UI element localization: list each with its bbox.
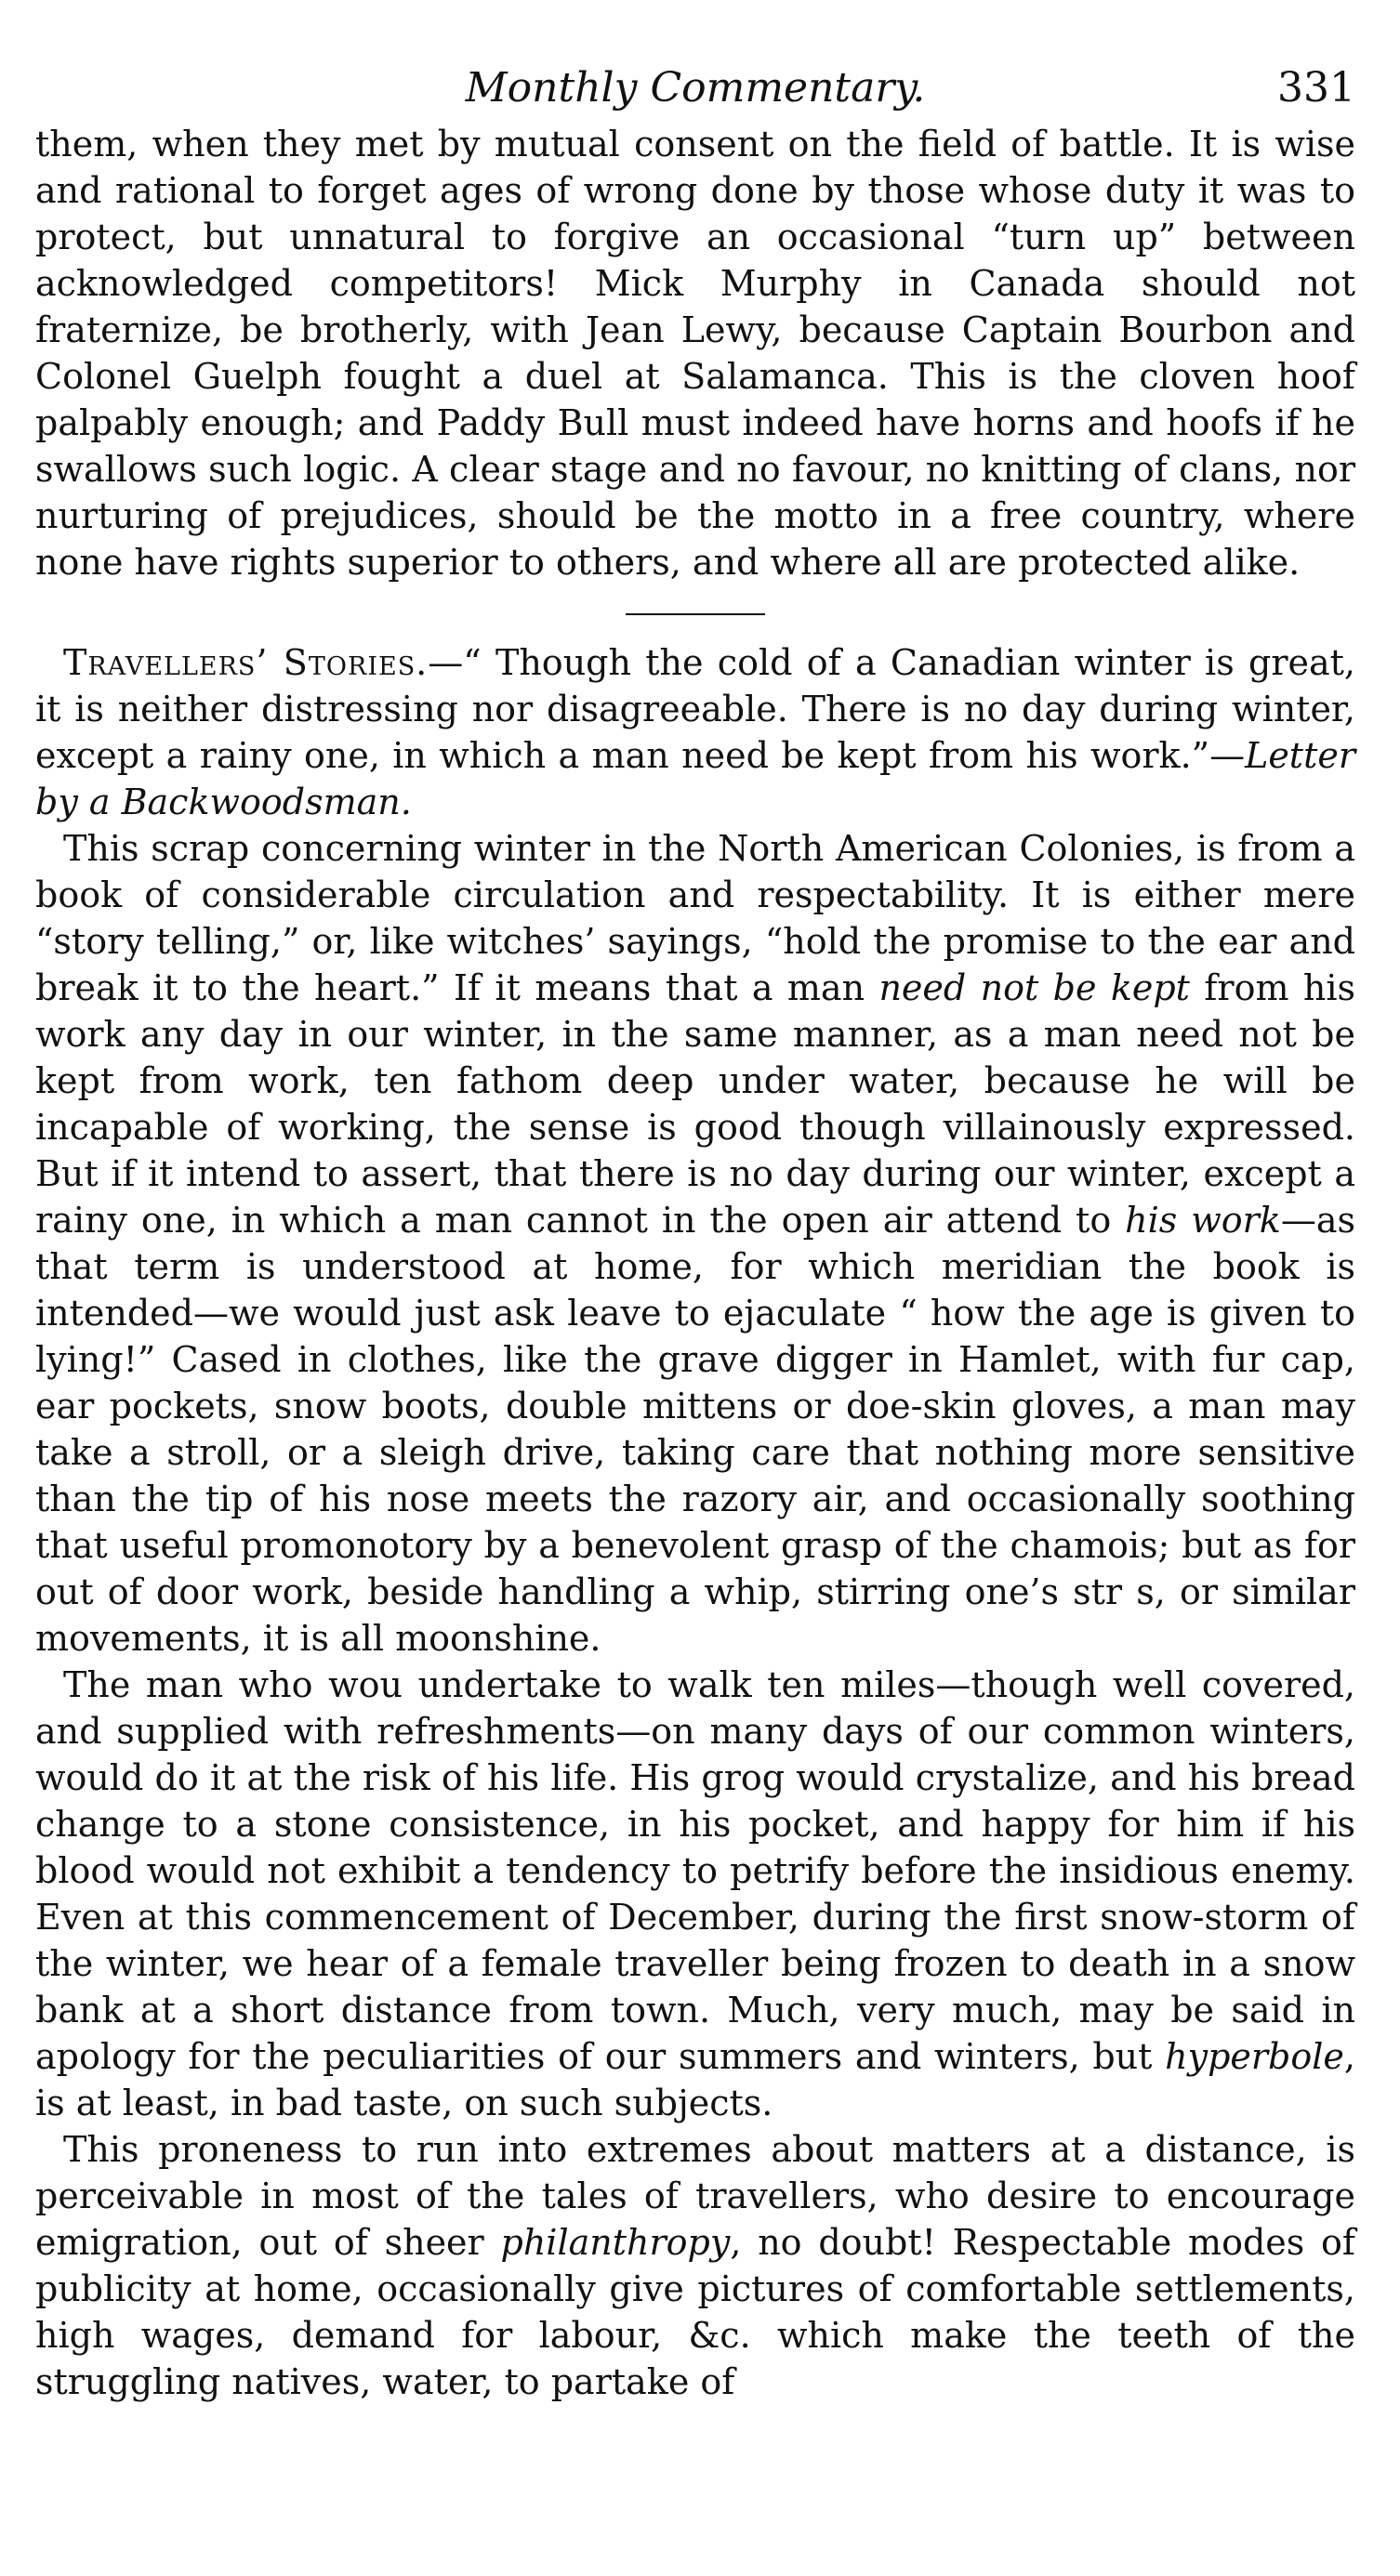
paragraph-continuation: them, when they met by mutual consent on the field of battle. It is wise and rational to forget ages of wrong done by those whose duty it was to protect, but unnatural to forgive an occasional “turn up” between acknowledged competitors! Mick Murphy in Canada should not fraternize, be brotherly, with Jean Lewy, because Captain Bourbon and Colonel Guelph fought a duel at Salamanca. This is the cloven hoof palpably enough; and Paddy Bull must indeed have horns and hoofs if he swallows such logic. A clear stage and no favour, no knitting of clans, nor nurturing of prejudices, should be the motto in a free country, where none have rights superior to others, and where all are protected alike.	[35, 124, 1355, 583]
text-segment: from his work any day in our winter, in the same manner, as a man need not be kept from work, ten fathom deep under water, because he will be incapable of working, the sense is good though villainously expressed. But if it intend to assert, that there is no day during our winter, except a rainy one, in which a man cannot in the open air attend to	[35, 967, 1356, 1241]
text-segment: —as that term is understood at home, for which meridian the book is intended—we would just ask leave to ejaculate “ how the age is given to lying!” Cased in clothes, like the grave digger in Hamlet, with fur cap, ear pockets, snow boots, double mittens or doe-skin gloves, a man may take a stroll, or a sleigh drive, taking care that nothing more sensitive than the tip of his nose meets the razory air, and occasionally soothing that useful promonotory by a benevolent grasp of the chamois; but as for out of door work, beside handling a whip, stirring one’s str s, or similar movements, it is all moonshine.	[35, 1200, 1355, 1659]
text-segment: , no doubt! Respectable modes of publicity at home, occasionally give pictures of comfortable settlements, high wages, demand for labour, &c. which make the teeth of the struggling natives, water, to partake of	[35, 2222, 1355, 2402]
emphasis-text: need not be kept	[878, 967, 1190, 1008]
text-segment: The man who wou undertake to walk ten miles—though well covered, and supplied with refreshments—on many days of our common winters, would do it at the risk of his life. His grog would crystalize, and his bread change to a stone consistence, in his pocket, and happy for him if his blood would not exhibit a tendency to petrify before the insidious enemy. Even at this commencement of December, during the first snow-storm of the winter, we hear of a female traveller being frozen to death in a snow bank at a short distance from town. Much, very much, may be said in apology for the peculiarities of our summers and winters, but	[35, 1664, 1355, 2077]
running-title: Monthly Commentary.	[465, 64, 926, 112]
paragraph-proneness-to-extremes	[35, 2126, 1355, 2405]
section-heading: Travellers’ Stories.	[63, 642, 429, 683]
article-body	[35, 121, 1355, 2405]
text-segment: This proneness to run into extremes about matters at a distance, is perceivable in most of the tales of travellers, who desire to encourage emigration, out of sheer	[35, 2129, 1355, 2263]
page-number: 331	[1277, 64, 1355, 112]
quote-source: Letter by a Backwoodsman.	[35, 735, 1355, 822]
text-segment: This scrap concerning winter in the North American Colonies, is from a book of considerable circulation and respectability. It is either mere “story telling,” or, like witches’ sayings, “hold the promise to the ear and break it to the heart.” If it means that a man	[35, 828, 1355, 1008]
emphasis-text: philanthropy	[500, 2222, 731, 2263]
paragraph-travellers-stories	[35, 639, 1355, 825]
text-segment: , is at least, in bad taste, on such subjects.	[35, 2036, 1355, 2123]
quoted-letter-text: —“ Though the cold of a Canadian winter is great, it is neither distressing nor disagreeable. There is no day during winter, except a rainy one, in which a man need be kept from his work.”—	[35, 642, 1355, 776]
page-header	[35, 56, 1355, 121]
paragraph-scrap-concerning-winter	[35, 825, 1355, 1662]
paragraph-walk-ten-miles	[35, 1662, 1355, 2126]
section-divider	[626, 613, 765, 615]
emphasis-text: his work	[1125, 1200, 1281, 1241]
emphasis-text: hyperbole	[1165, 2036, 1344, 2077]
